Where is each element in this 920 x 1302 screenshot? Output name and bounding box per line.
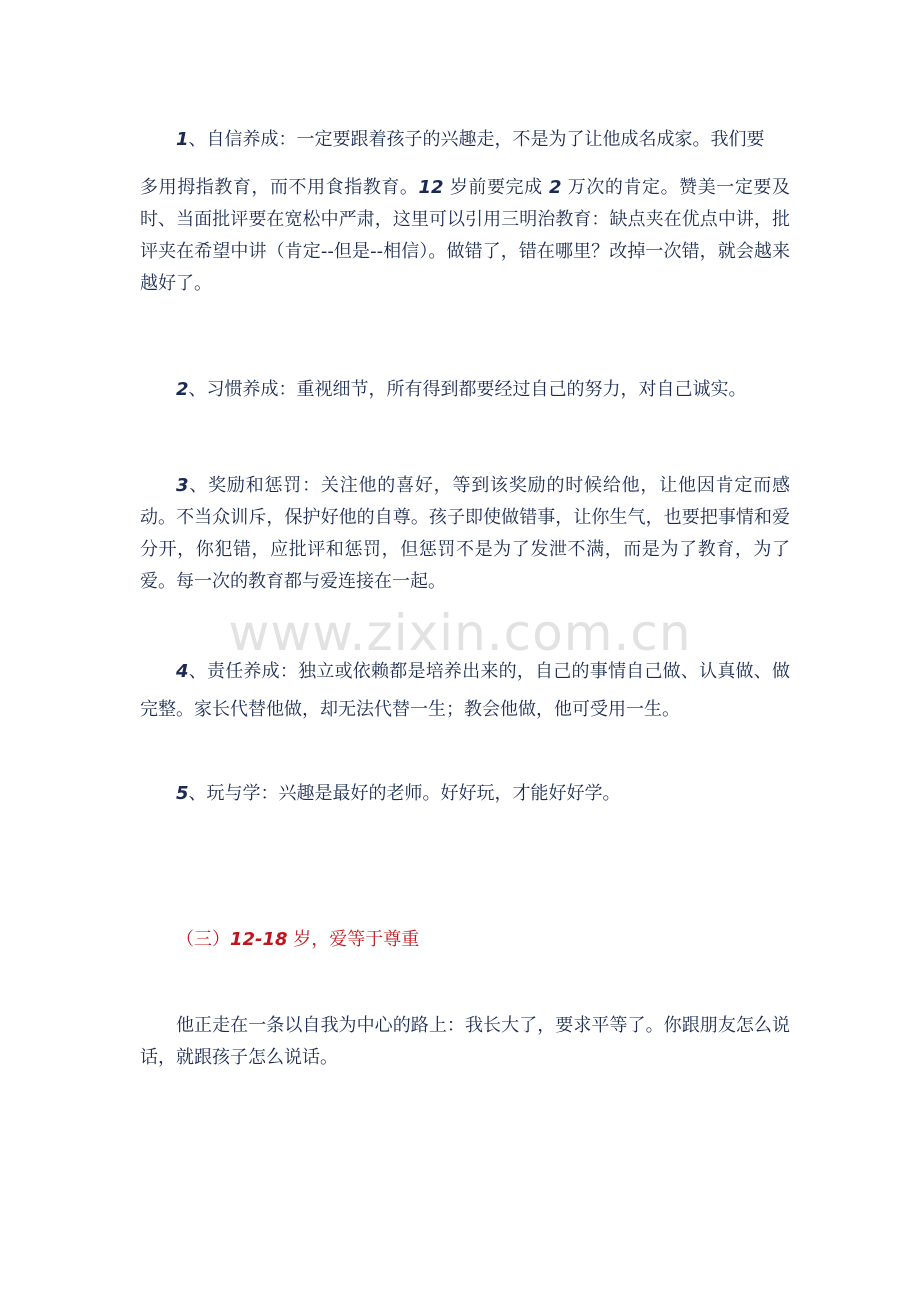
paragraph-self-confidence — [140, 124, 790, 300]
paragraph-reward-punishment — [140, 470, 790, 598]
paragraph-text: 多用拇指教育，而不用食指教育。 — [140, 177, 419, 198]
paragraph-text: 、责任养成：独立或依赖都是培养出来的，自己的事情自己做、认真做、做完整。家长代替他做，却无法代替一生；教会他做，他可受用一生。 — [140, 661, 790, 720]
paragraph-text: 、习惯养成：重视细节，所有得到都要经过自己的努力，对自己诚实。 — [188, 379, 747, 400]
heading-suffix: 岁，爱等于尊重 — [287, 929, 420, 950]
paragraph-play-learn — [140, 778, 790, 810]
paragraph-text: 万次的肯定。赞美一定要及时、当面批评要在宽松中严肃，这里可以引用三明治教育：缺点夹在优点中讲，批评夹在希望中讲（肯定--但是--相信）。做错了，错在哪里？改掉一次错，就会越来越好了。 — [140, 177, 790, 294]
heading-prefix: （三） — [176, 929, 230, 950]
paragraph-text: 他正走在一条以自我为中心的路上：我长大了，要求平等了。你跟朋友怎么说话，就跟孩子怎么说话。 — [140, 1015, 790, 1068]
paragraph-habits — [140, 374, 790, 406]
paragraph-text: 、自信养成：一定要跟着孩子的兴趣走，不是为了让他成名成家。我们要 — [188, 129, 765, 150]
item-number: 3 — [176, 475, 189, 496]
inline-number: 12 — [418, 177, 444, 198]
paragraph-text: 、奖励和惩罚：关注他的喜好，等到该奖励的时候给他，让他因肯定而感动。不当众训斥，保护好他的自尊。孩子即使做错事，让你生气，也要把事情和爱分开，你犯错，应批评和惩罚，但惩罚不是为了发泄不满，而是为了教育，为了爱。每一次的教育都与爱连接在一起。 — [140, 475, 790, 592]
paragraph-text: 、玩与学：兴趣是最好的老师。好好玩，才能好好学。 — [188, 783, 621, 804]
item-number: 4 — [176, 661, 189, 682]
paragraph-first-line — [140, 124, 790, 156]
paragraph-text: 岁前要完成 — [443, 177, 549, 198]
paragraph-respect — [140, 1010, 790, 1074]
item-number: 1 — [176, 129, 189, 150]
inline-number: 2 — [548, 177, 562, 198]
item-number: 2 — [176, 379, 189, 400]
paragraph-responsibility — [140, 653, 790, 729]
heading-age-range: 12-18 — [230, 929, 288, 950]
section-heading — [176, 924, 419, 956]
item-number: 5 — [176, 783, 189, 804]
watermark: www.zixin.com.cn — [228, 604, 692, 662]
